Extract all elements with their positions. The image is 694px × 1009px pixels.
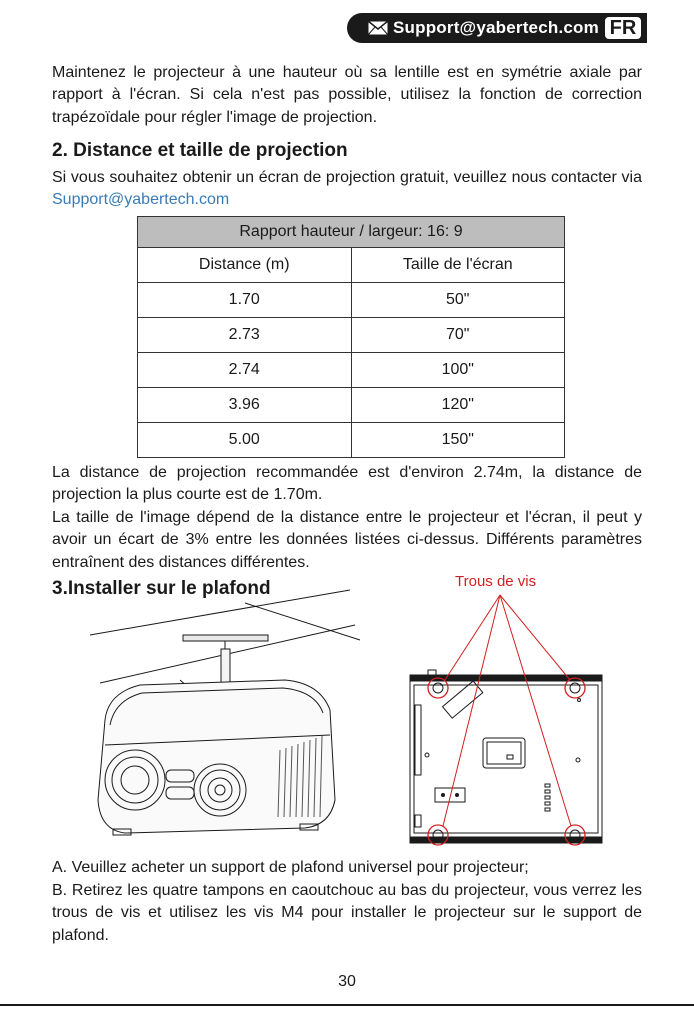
table-row — [138, 388, 565, 423]
tolerance-note: La taille de l'image dépend de la distance entre le projecteur et l'écran, il peut y avoir un écart de 3% entre les données listées ci-dessus. Différents paramètres entraînent des distances différentes. — [52, 509, 642, 571]
section-3-title: 3.Installer sur le plafond — [52, 578, 271, 599]
language-badge: FR — [603, 15, 643, 41]
cell-size: 50" — [351, 283, 565, 318]
screw-holes-label: Trous de vis — [455, 573, 537, 590]
distance-note: La distance de projection recommandée est d'environ 2.74m, la distance de projection la plus courte est de 1.70m. — [52, 464, 642, 504]
mail-icon — [367, 20, 389, 36]
distance-table — [137, 216, 565, 458]
intro-paragraph: Maintenez le projecteur à une hauteur où sa lentille est en symétrie axiale par rapport à l'écran. Si cela n'est pas possible, utilisez la fonction de correction trapézoïdale pour régler l'image de projection. — [52, 64, 642, 126]
table-caption: Rapport hauteur / largeur: 16: 9 — [138, 217, 565, 248]
col-header-distance: Distance (m) — [138, 248, 352, 283]
bottom-view-diagram — [405, 590, 610, 855]
step-a: A. Veuillez acheter un support de plafond universel pour projecteur; — [52, 859, 529, 876]
section-2-lead — [52, 167, 642, 212]
table-row — [138, 353, 565, 388]
support-email: Support@yabertech.com — [393, 18, 599, 37]
lead-text: Si vous souhaitez obtenir un écran de projection gratuit, veuillez nous contacter via — [52, 169, 642, 186]
col-header-size: Taille de l'écran — [351, 248, 565, 283]
cell-size: 120" — [351, 388, 565, 423]
cell-size: 100" — [351, 353, 565, 388]
cell-size: 70" — [351, 318, 565, 353]
step-b: B. Retirez les quatre tampons en caoutchouc au bas du projecteur, vous verrez les trous de vis et utilisez les vis M4 pour installer le projecteur sur le support de plafond. — [52, 882, 642, 944]
page-number: 30 — [338, 973, 356, 990]
cell-size: 150" — [351, 423, 565, 458]
cell-distance: 1.70 — [138, 283, 352, 318]
footer-divider — [0, 1004, 694, 1006]
cell-distance: 3.96 — [138, 388, 352, 423]
cell-distance: 5.00 — [138, 423, 352, 458]
support-header — [347, 13, 647, 43]
section-2-title: 2. Distance et taille de projection — [52, 140, 348, 161]
ceiling-mount-illustration — [80, 585, 370, 855]
support-link[interactable]: Support@yabertech.com — [52, 191, 230, 209]
cell-distance: 2.73 — [138, 318, 352, 353]
table-row — [138, 423, 565, 458]
cell-distance: 2.74 — [138, 353, 352, 388]
table-row — [138, 318, 565, 353]
table-row — [138, 283, 565, 318]
